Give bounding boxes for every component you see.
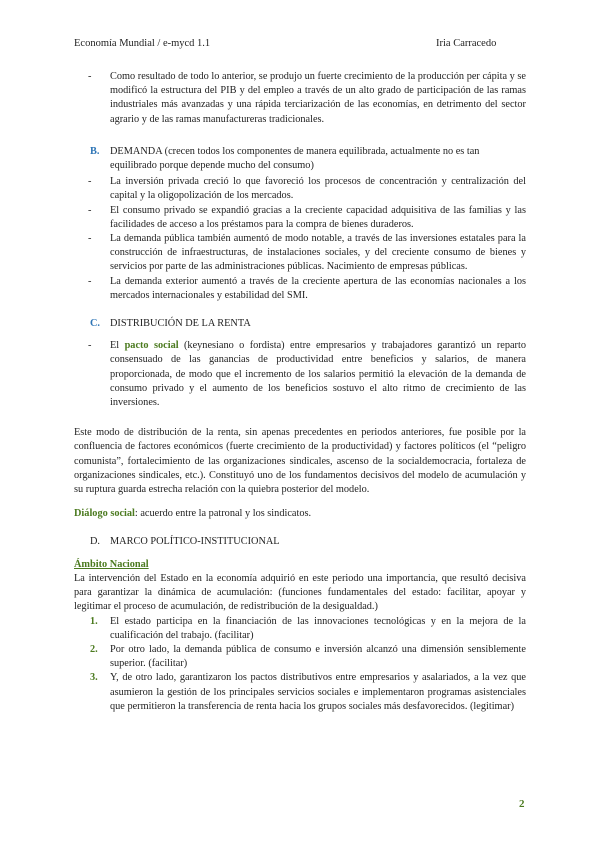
ambito-heading: Ámbito Nacional (74, 558, 149, 570)
list-item: 2. Por otro lado, la demanda pública de consumo e inversión alcanzó una dimensión sensiblemente superior. (facilitar) (90, 643, 526, 670)
intro-bullet (74, 70, 526, 127)
ambito-item-1: El estado participa en la financiación de las innovaciones tecnológicas y en la mejora de la cualificación del trabajo. (facilitar) (110, 615, 526, 641)
section-b-bullet-1: La inversión privada creció lo que favoreció los procesos de concentración y centralización del capital y la oligopolización de los mercados. (110, 176, 526, 202)
intro-bullet-text: Como resultado de todo lo anterior, se produjo un fuerte crecimiento de la producción per cápita y se modificó la estructura del PIB y del empleo a través de un alto grado de participación de las ramas industriales más avanzadas y una rápida terciarización de las economías, en detrimento del sector agrario y de las ramas manufactureras tradicionales. (110, 71, 526, 125)
ambito-item-3: Y, de otro lado, garantizaron los pactos distributivos entre empresarios y asalariados, a la vez que asumieron la gestión de los principales servicios sociales e implementaron programas asistenciales que permitieron la transferencia de renta hacia los grupos sociales más desfavorecidos. (legitimar) (110, 672, 526, 712)
section-b-bullet-4: La demanda exterior aumentó a través de la creciente apertura de las economías nacionales a los mercados internacionales y estabilidad del SMI. (110, 275, 526, 301)
section-d-title: MARCO POLÍTICO-INSTITUCIONAL (110, 536, 280, 548)
dash-marker: - (88, 71, 92, 82)
section-d-heading (74, 535, 526, 549)
ambito-item-2: Por otro lado, la demanda pública de consumo e inversión alcanzó una dimensión sensiblemente superior. (facilitar) (110, 643, 526, 670)
section-b-bullet-2: El consumo privado se expandió gracias a la creciente capacidad adquisitiva de las familias y las facilidades de acceso a los préstamos para la compra de bienes duraderos. (110, 204, 526, 230)
dialogo-social-line: Diálogo social: acuerdo entre la patronal y los sindicatos. (74, 508, 312, 520)
header-left: Economía Mundial / e-mycd 1.1 (74, 38, 211, 49)
paragraph-distribution: Este modo de distribución de la renta, sin apenas precedentes en periodos anteriores, fue posible por la confluencia de factores económicos (fuerte crecimiento de la productividad) y factores políticos (el “peligro comunista”, fortalecimiento de las organizaciones sindicales, ascenso de la socialdemocracia, fortaleza de organizaciones sindicales, etc.). Constituyó uno de los fundamentos decisivos del modelo de acumulación y su ruptura guarda estrecha relación con la quiebra posterior del modelo. (74, 427, 526, 496)
list-item: - La demanda pública también aumentó de modo notable, a través de las inversiones estatales para la construcción de infraestructuras, de instalaciones sociales, y del creciente consumo de bienes y servicios por parte de las administraciones públicas. Nacimiento de empresas públicas. (88, 233, 526, 273)
section-b-title: DEMANDA (110, 145, 163, 157)
header-right: Iria Carracedo (436, 38, 497, 49)
section-c-heading (74, 317, 526, 331)
section-c-bullet: - El pacto social (keynesiano o fordista) entre empresarios y trabajadores garantizó un reparto consensuado de las ganancias de productividad entre beneficios y salarios, de manera proporcionada, de modo que el incremento de los salarios permitió la elevación de la demanda de consumo privado y el aumento de los beneficios sostuvo el alto ritmo de crecimiento de las inversiones. (88, 340, 526, 409)
list-item: 3. Y, de otro lado, garantizaron los pactos distributivos entre empresarios y asalariados, a la vez que asumieron la gestión de los principales servicios sociales e implementaron programas asistenciales que permitieron la transferencia de renta hacia los grupos sociales más desfavorecidos. (legitimar) (90, 672, 526, 712)
list-item: - La inversión privada creció lo que favoreció los procesos de concentración y centralización del capital y la oligopolización de los mercados. (88, 176, 526, 202)
list-item: 1. El estado participa en la financiación de las innovaciones tecnológicas y en la mejora de la cualificación del trabajo. (facilitar) (90, 615, 526, 641)
document-body (74, 70, 526, 714)
section-c-title: DISTRIBUCIÓN DE LA RENTA (110, 318, 251, 330)
section-b-note: (crecen todos los componentes de manera equilibrada, actualmente no es tan equilibrado porque depende mucho del consumo) (110, 145, 480, 172)
section-c-letter: C. (90, 318, 101, 330)
ambito-paragraph: La intervención del Estado en la economía adquirió en este periodo una importancia, que resultó decisiva para garantizar la dinámica de acumulación: (funciones fundamentales del estado: facilitar, apoyar y legitimar el proceso de acumulación, de redistribución de la desigualdad.) (74, 572, 526, 613)
section-b-heading (74, 145, 526, 173)
list-item: - El consumo privado se expandió gracias a la creciente capacidad adquisitiva de las familias y las facilidades de acceso a los préstamos para la compra de bienes duraderos. (88, 204, 526, 230)
section-d-letter: D. (90, 536, 101, 548)
section-b-bullet-3: La demanda pública también aumentó de modo notable, a través de las inversiones estatales para la construcción de infraestructuras, de instalaciones sociales, y del creciente consumo de bienes y servicios por parte de las administraciones públicas. Nacimiento de empresas públicas. (110, 233, 526, 273)
section-b-letter: B. (90, 145, 100, 157)
pacto-social-term: pacto social (124, 340, 179, 352)
dialogo-social-term: Diálogo social (74, 508, 135, 520)
list-item: - La demanda exterior aumentó a través de la creciente apertura de las economías nacionales a los mercados internacionales y estabilidad del SMI. (88, 275, 526, 301)
page-number: 2 (519, 798, 525, 810)
